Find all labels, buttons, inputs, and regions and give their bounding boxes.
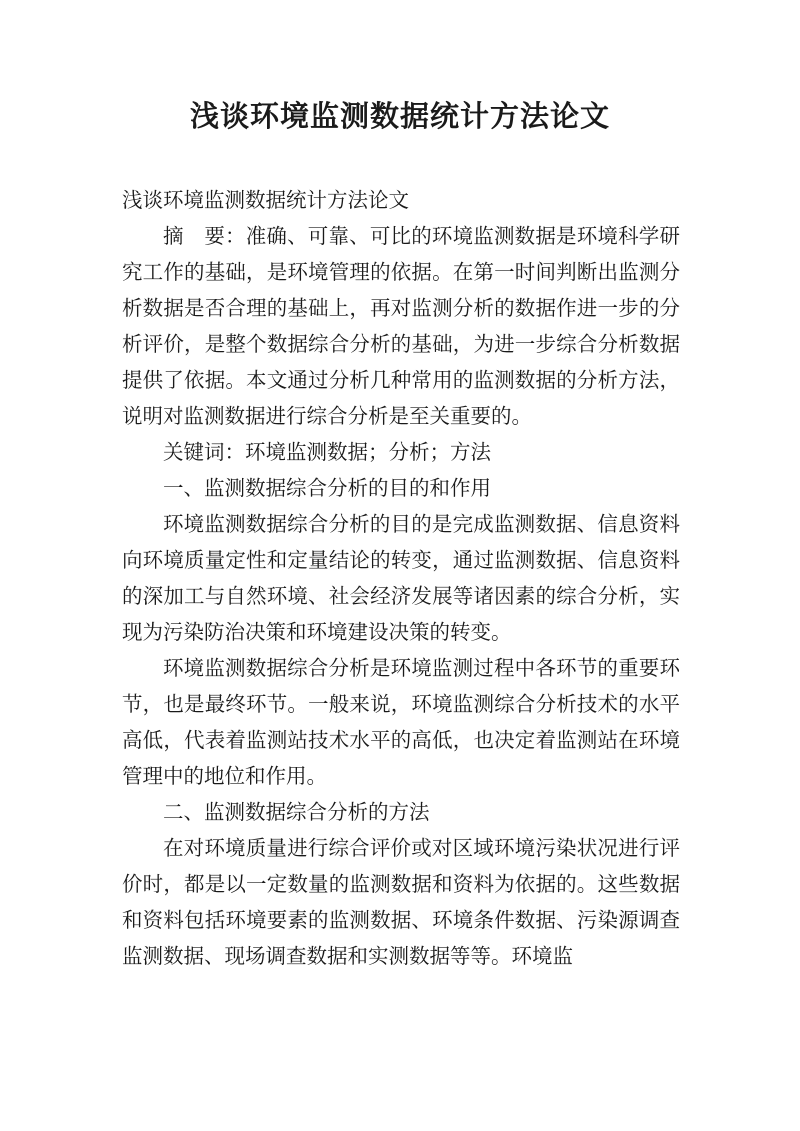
subtitle-line: 浅谈环境监测数据统计方法论文: [122, 188, 409, 212]
body-paragraph: 在对环境质量进行综合评价或对区域环境污染状况进行评价时，都是以一定数量的监测数据和资料为依据的。这些数据和资料包括环境要素的监测数据、环境条件数据、污染源调查监测数据、现场调查数据和实测数据等等。环境监: [122, 836, 680, 968]
abstract-paragraph: 摘 要：准确、可靠、可比的环境监测数据是环境科学研究工作的基础，是环境管理的依据。在第一时间判断出监测分析数据是否合理的基础上，再对监测分析的数据作进一步的分析评价，是整个数据综合分析的基础，为进一步综合分析数据提供了依据。本文通过分析几种常用的监测数据的分析方法，说明对监测数据进行综合分析是至关重要的。: [122, 224, 680, 428]
section-heading-2: 二、监测数据综合分析的方法: [163, 800, 430, 824]
document-body: [122, 182, 680, 974]
keywords-line: 关键词：环境监测数据；分析；方法: [163, 440, 491, 464]
body-paragraph: 环境监测数据综合分析是环境监测过程中各环节的重要环节，也是最终环节。一般来说，环境监测综合分析技术的水平高低，代表着监测站技术水平的高低，也决定着监测站在环境管理中的地位和作用。: [122, 656, 680, 788]
section-heading-1: 一、监测数据综合分析的目的和作用: [163, 476, 491, 500]
document-title: 浅谈环境监测数据统计方法论文: [189, 99, 610, 133]
body-paragraph: 环境监测数据综合分析的目的是完成监测数据、信息资料向环境质量定性和定量结论的转变，通过监测数据、信息资料的深加工与自然环境、社会经济发展等诸因素的综合分析，实现为污染防治决策和环境建设决策的转变。: [122, 512, 680, 644]
